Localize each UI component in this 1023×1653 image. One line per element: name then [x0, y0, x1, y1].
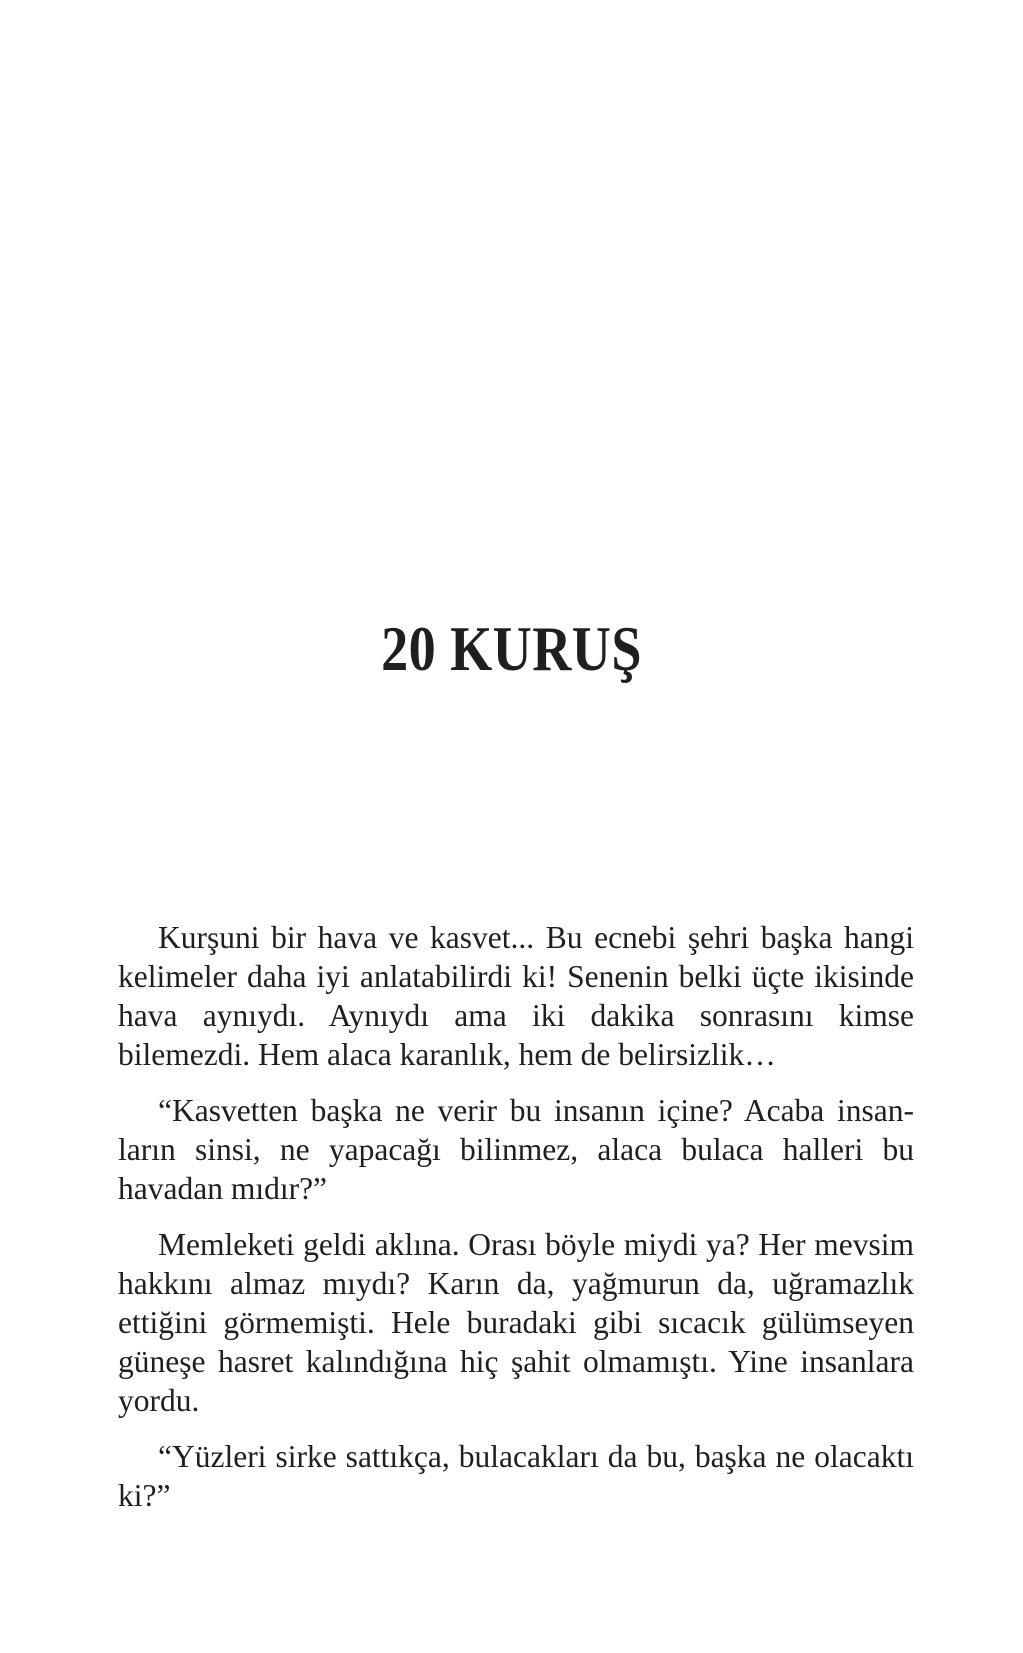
- paragraph: Kurşuni bir hava ve kasvet... Bu ecnebi şehri başka hangi kelimeler daha iyi anlatabilirdi ki! Senenin belki üçte ikisinde hava aynıydı. Aynıydı ama iki dakika sonrasını kimse bilemezdi. Hem alaca karanlık, hem de belirsizlik…: [118, 920, 914, 1072]
- chapter-title: 20 KURUŞ: [381, 614, 642, 684]
- paragraph: “Yüzleri sirke sattıkça, bulacakları da bu, başka ne olacaktı ki?”: [118, 1439, 914, 1513]
- paragraph: “Kasvetten başka ne verir bu insanın içine? Acaba insanların sinsi, ne yapacağı bilinmez, alaca bulaca halleri bu havadan mıdır?”: [118, 1093, 914, 1206]
- paragraph: Memleketi geldi aklına. Orası böyle miydi ya? Her mevsim hakkını almaz mıydı? Karın da, yağmurun da, uğramazlık ettiğini görmemişti. Hele buradaki gibi sıcacık gülümseyen güneşe hasret kalındığına hiç şahit olmamıştı. Yine insanlara yordu.: [118, 1227, 914, 1418]
- chapter-body: [118, 918, 914, 1515]
